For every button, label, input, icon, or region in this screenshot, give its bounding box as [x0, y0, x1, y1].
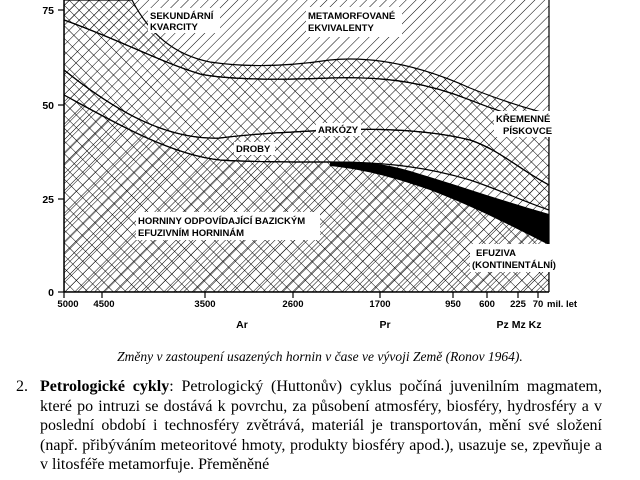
label-metamorphic-1: METAMORFOVANÉ	[308, 11, 396, 22]
figure-caption: Změny v zastoupení usazených hornin v čase ve vývoji Země (Ronov 1964).	[117, 349, 523, 364]
y-tick-50: 50	[42, 100, 54, 112]
eon-archean: Ar	[236, 319, 248, 331]
x-tick-4500: 4500	[93, 299, 115, 310]
x-tick-2600: 2600	[282, 299, 304, 310]
label-arkoses: ARKÓZY	[318, 125, 359, 136]
list-number: 2.	[16, 378, 28, 395]
label-greywackes: DROBY	[236, 144, 271, 155]
y-tick-0: 0	[48, 287, 54, 299]
x-tick-3500: 3500	[194, 299, 216, 310]
label-secondary-quartzites-1: SEKUNDÁRNÍ	[150, 11, 214, 22]
x-tick-70: 70	[532, 299, 544, 310]
list-item-petrologic-cycles	[16, 377, 602, 475]
y-tick-25: 25	[42, 194, 54, 206]
label-quartz-sandstones-1: KŘEMENNÉ	[496, 114, 551, 125]
label-basic-volcanic-2: EFUZIVNÍM HORNINÁM	[138, 228, 245, 239]
paragraph-text: : Petrologický (Huttonův) cyklus počíná juvenilním magmatem, které po intruzi se dostává k povrchu, za působení atmosféry, biosféry, hydrosféry a v poslední období i technosféry zvětrává, materiál je transportován, mění své složení (např. přibýváním meteoritové hmoty, produkty biosféry apod.), usazuje se, zpevňuje a v litosféře metamorfuje. Přeměněné	[40, 378, 603, 474]
x-tick-marks	[64, 292, 538, 298]
label-quartz-sandstones-2: PÍSKOVCE	[503, 126, 553, 137]
eon-proterozoic: Pr	[379, 319, 391, 331]
y-tick-marks	[58, 10, 64, 292]
x-tick-5000: 5000	[57, 299, 79, 310]
y-tick-75: 75	[42, 5, 54, 17]
paragraph-heading: Petrologické cykly	[40, 378, 170, 395]
x-unit-label: mil. let	[547, 299, 578, 310]
label-metamorphic-2: EKVIVALENTY	[308, 23, 374, 34]
label-secondary-quartzites-2: KVARCITY	[150, 22, 198, 33]
label-basic-volcanic-1: HORNINY ODPOVÍDAJÍCÍ BAZICKÝM	[138, 216, 306, 227]
x-tick-950: 950	[445, 299, 461, 310]
eon-phanerozoic: Pz Mz Kz	[496, 319, 542, 331]
x-tick-1700: 1700	[369, 299, 391, 310]
x-tick-225: 225	[510, 299, 526, 310]
x-tick-600: 600	[479, 299, 495, 310]
label-continental-volcanics-2: (KONTINENTÁLNÍ)	[472, 260, 556, 271]
label-continental-volcanics-1: EFUZIVA	[476, 248, 516, 259]
